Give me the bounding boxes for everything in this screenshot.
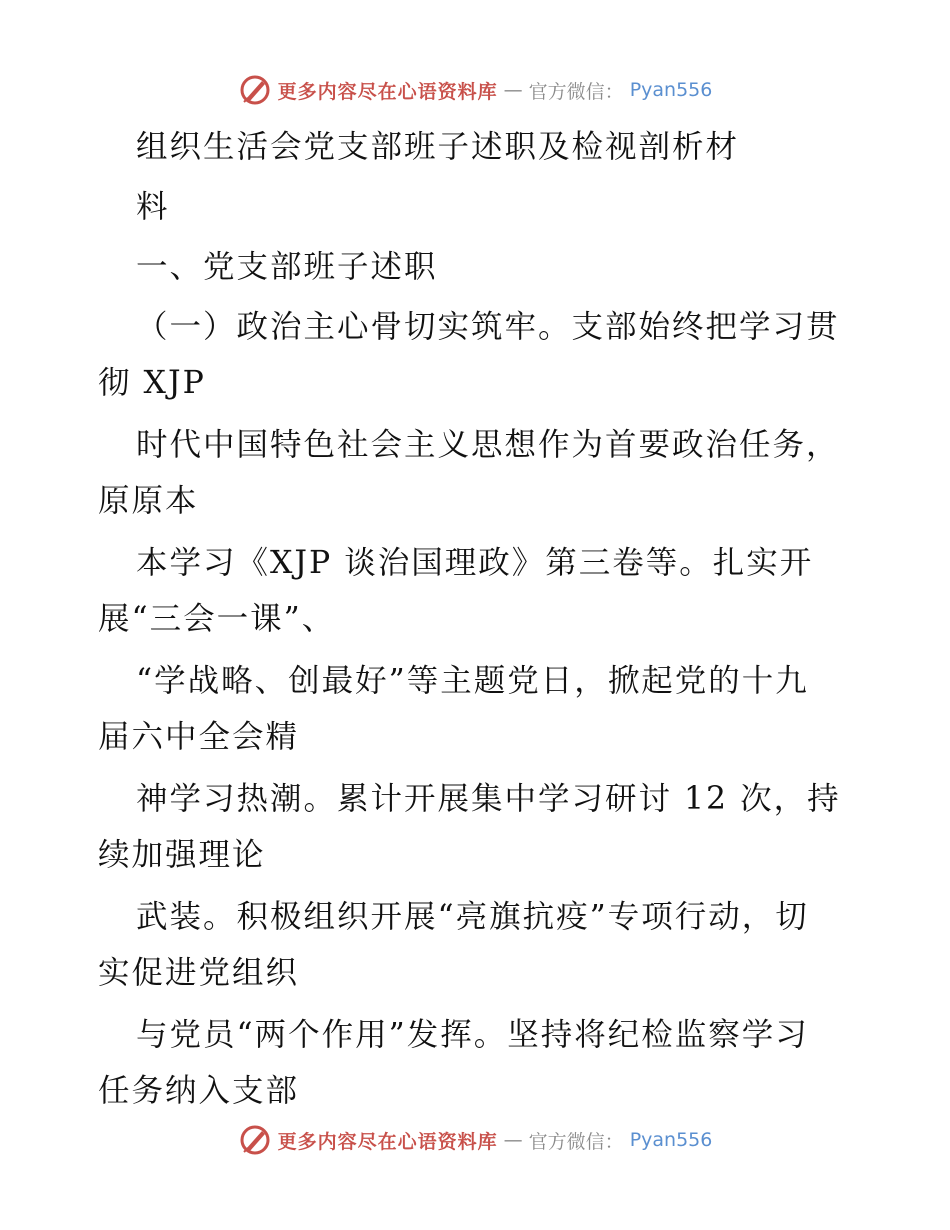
paragraph-line: 实促进党组织 bbox=[98, 955, 300, 991]
section-heading: 一、党支部班子述职 bbox=[136, 249, 438, 285]
doc-title-line-2: 料 bbox=[136, 189, 170, 225]
watermark-brand: 更多内容尽在心语资料库 bbox=[277, 80, 498, 103]
header-watermark bbox=[0, 72, 950, 108]
paragraph-line: 届六中全会精 bbox=[98, 719, 300, 755]
paragraph-line: 展“三会一课”、 bbox=[98, 601, 336, 637]
watermark-account: Pyan556 bbox=[629, 1129, 713, 1151]
quill-pen-logo-icon bbox=[238, 73, 272, 107]
paragraph-line: 时代中国特色社会主义思想作为首要政治任务， bbox=[136, 427, 840, 463]
paragraph-line: 续加强理论 bbox=[98, 837, 266, 873]
paragraph-line: 与党员“两个作用”发挥。坚持将纪检监察学习 bbox=[136, 1017, 809, 1053]
watermark-dash: — bbox=[503, 79, 523, 101]
paragraph-line: 神学习热潮。累计开展集中学习研讨 12 次，持 bbox=[136, 781, 841, 817]
paragraph-line: （一）政治主心骨切实筑牢。支部始终把学习贯 bbox=[136, 309, 840, 345]
paragraph-line: 彻 XJP bbox=[98, 365, 206, 401]
paragraph-line: 任务纳入支部 bbox=[98, 1073, 300, 1109]
doc-title-line-1: 组织生活会党支部班子述职及检视剖析材 bbox=[136, 129, 740, 165]
watermark-official: 官方微信： bbox=[528, 1130, 624, 1153]
watermark-official: 官方微信： bbox=[528, 80, 624, 103]
footer-watermark bbox=[0, 1122, 950, 1158]
watermark-brand: 更多内容尽在心语资料库 bbox=[277, 1130, 498, 1153]
watermark-account: Pyan556 bbox=[629, 79, 713, 101]
watermark-dash: — bbox=[503, 1129, 523, 1151]
paragraph-line: 本学习《XJP 谈治国理政》第三卷等。扎实开 bbox=[136, 545, 814, 581]
paragraph-line: “学战略、创最好”等主题党日，掀起党的十九 bbox=[136, 663, 809, 699]
paragraph-line: 武装。积极组织开展“亮旗抗疫”专项行动，切 bbox=[136, 899, 809, 935]
quill-pen-logo-icon bbox=[238, 1123, 272, 1157]
paragraph-line: 原原本 bbox=[98, 483, 199, 519]
